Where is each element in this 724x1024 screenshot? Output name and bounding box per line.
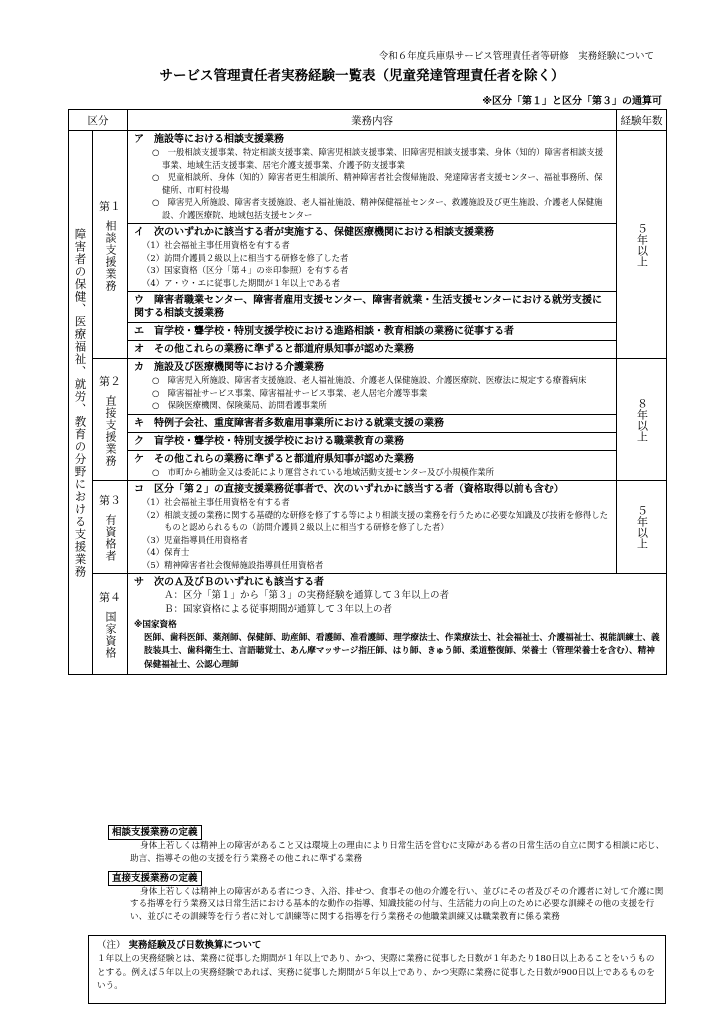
category-1-years: ５年以上 (635, 222, 649, 267)
category-2-name: 直接支援業務 (104, 394, 117, 467)
list-item: ○ 一般相談支援事業、特定相談支援事業、障害児相談支援事業、旧障害児相談支援事業、身体（知的）障害者相談支援事業、地域生活支援事業、居宅介護支援事業、介護予防支援事業 (152, 147, 604, 170)
table-row (69, 432, 667, 450)
item-ko-heading: コ 区分「第２」の直接支援業務従事者で、次のいずれかに該当する者（資格取得以前も含む） (134, 484, 564, 495)
field-cell (69, 131, 93, 675)
header-content: 業務内容 (128, 110, 617, 131)
table-row (69, 574, 667, 675)
note-prefix: （注） (97, 940, 126, 951)
item-u (128, 292, 617, 323)
item-e (128, 323, 617, 341)
item-ka (128, 359, 617, 415)
definition-2-text: 身体上若しくは精神上の障害がある者につき、入浴、排せつ、食事その他の介護を行い、並びにその者及びその介護者に対して介護に関する指導を行う業務又は日常生活における基本的な動作の指導、知識技能の付与、生活能力の向上のために必要な訓練その他の支援を行い、並びにその訓練等を行う者に対して訓練等に関する指導を行う業務その他職業訓練又は職業教育に係る業務 (130, 886, 664, 923)
category-3-years: ５年以上 (635, 505, 649, 549)
list-item: （2）相談支援の業務に関する基礎的な研修を修了する等により相談支援の業務を行うために必要な知識及び技術を修得したものと認められるもの（訪問介護員２級以上に相当する研修を修了した者） (142, 509, 608, 532)
category-1-cell (93, 131, 128, 359)
item-ku-heading: ク 盲学校・聾学校・特別支援学校における職業教育の業務 (134, 435, 404, 447)
category-4-name: 国家資格 (104, 611, 117, 659)
table-header-row (69, 110, 667, 131)
list-item: ○ 障害児入所施設、障害者支援施設、老人福祉施設、精神保健福祉センター、救護施設及び更生施設、介護老人保健施設、介護医療院、地域包括支援センター (152, 197, 603, 220)
item-u-heading: ウ 障害者職業センター、障害者雇用支援センター、障害者就業・生活支援センターにおける就労支援に関する相談支援業務 (134, 295, 602, 319)
definition-1-label: 相談支援業務の定義 (108, 825, 202, 840)
category-2-cell (93, 359, 128, 481)
page-title: サービス管理責任者実務経験一覧表（児童発達管理責任者を除く） (159, 68, 565, 84)
category-3-number: 第３ (99, 494, 121, 507)
list-item: Ｂ：国家資格による従事期間が通算して３年以上の者 (164, 604, 393, 615)
table-row (69, 323, 667, 341)
category-3-cell (93, 481, 128, 574)
sub-note: ※区分「第１」と区分「第３」の通算可 (482, 96, 662, 107)
table-row (69, 131, 667, 224)
item-ko (128, 481, 617, 574)
item-i-heading: イ 次のいずれかに該当する者が実施する、保健医療機関における相談支援業務 (134, 227, 494, 238)
item-ke-heading: ケ その他これらの業務に準ずると都道府県知事が認めた業務 (134, 453, 414, 465)
category-1-number: 第１ (99, 199, 121, 213)
definitions (108, 820, 668, 924)
category-2-years: ８年以上 (635, 397, 649, 442)
note-title: 実務経験及び日数換算について (128, 940, 262, 951)
note-text: １年以上の実務経験とは、業務に従事した期間が１年以上であり、かつ、実際に業務に従事した日数が１年あたり180日以上あることをいうものとする。例えば５年以上の実務経験であれば、実務に従事した期間が５年以上であり、かつ実際に業務に従事した日数が900日以上であるものをいう。 (97, 954, 655, 991)
category-1-years-cell (617, 131, 667, 359)
table-row (69, 359, 667, 415)
item-sa-heading: サ 次のＡ及びＢのいずれにも該当する者 (134, 577, 324, 588)
table-row (69, 450, 667, 481)
table-row (69, 224, 667, 292)
experience-table (68, 109, 667, 675)
category-2-number: 第２ (99, 374, 121, 388)
list-item: （4）保育士 (142, 547, 190, 557)
list-item: （3）児童指導員任用資格者 (142, 534, 248, 545)
item-ku (128, 432, 617, 450)
item-ke (128, 450, 617, 481)
item-e-heading: エ 盲学校・聾学校・特別支援学校における進路相談・教育相談の業務に従事する者 (134, 326, 514, 337)
category-3-name: 有資格者 (104, 514, 117, 562)
item-o (128, 341, 617, 359)
list-item: （4）ア・ウ・エに従事した期間が１年以上である者 (142, 277, 340, 288)
item-sa (128, 574, 667, 675)
item-ki-heading: キ 特例子会社、重度障害者多数雇用事業所における就業支援の業務 (134, 417, 444, 429)
header-note: 令和６年度兵庫県サービス管理責任者等研修 実務経験について (378, 51, 654, 62)
item-a (128, 131, 617, 224)
table-row (69, 414, 667, 432)
list-item: ○ 障害福祉サービス事業、障害福祉サービス事業、老人居宅介護等事業 (152, 387, 428, 398)
table-row (69, 341, 667, 359)
list-item: ○ 市町から補助金又は委託により運営されている地域活動支援センター及び小規模作業所 (152, 466, 494, 477)
category-4-cell (93, 574, 128, 675)
definition-1-text: 身体上若しくは精神上の障害があること又は環境上の理由により日常生活を営むに支障がある者の日常生活の自立に関する相談に応じ、助言、指導その他の支援を行う業務その他これに準ずる業務 (130, 841, 665, 864)
category-1-name: 相談支援業務 (104, 219, 117, 292)
list-item: ○ 保険医療機関、保険薬局、訪問看護事業所 (152, 400, 327, 410)
category-2-years-cell (617, 359, 667, 481)
header-years: 経験年数 (617, 110, 667, 131)
list-item: Ａ：区分「第１」から「第３」の実務経験を通算して３年以上の者 (164, 590, 450, 601)
qualification-list: 医師、歯科医師、薬剤師、保健師、助産師、看護師、准看護師、理学療法士、作業療法士、社会福祉士、介護福祉士、視能訓練士、義肢装具士、歯科衛生士、言語聴覚士、あん摩マッサージ指圧師、はり師、きゅう師、柔道整復師、栄養士（管理栄養士を含む）、精神保健福祉士、公認心理師 (144, 632, 660, 670)
list-item: （5）精神障害者社会復帰施設指導員任用資格者 (142, 559, 324, 570)
note-heading (97, 939, 657, 953)
definition-2-label: 直接支援業務の定義 (108, 871, 202, 886)
qualification-heading: ※国家資格 (134, 620, 177, 630)
list-item: ○ 障害児入所施設、障害者支援施設、老人福祉施設、介護老人保健施設、介護医療院、医療法に規定する療養病床 (152, 375, 587, 385)
table-row (69, 481, 667, 574)
field-label: 障害者の保健、医療福祉、就労、教育の分野における支援業務 (73, 227, 88, 578)
category-4-number: 第４ (99, 591, 121, 604)
category-3-years-cell (617, 481, 667, 574)
note-box (88, 935, 666, 1004)
item-i (128, 224, 617, 292)
list-item: （1）社会福祉主事任用資格を有する者 (142, 240, 290, 250)
list-item: （3）国家資格（区分「第４」の※印参照）を有する者 (142, 265, 349, 275)
item-ki (128, 414, 617, 432)
table-row (69, 292, 667, 323)
item-o-heading: オ その他これらの業務に準ずると都道府県知事が認めた業務 (134, 344, 414, 355)
item-ka-heading: カ 施設及び医療機関等における介護業務 (134, 362, 324, 373)
list-item: （2）訪問介護員２級以上に相当する研修を修了した者 (142, 252, 349, 263)
list-item: （1）社会福祉主事任用資格を有する者 (142, 497, 290, 507)
item-a-heading: ア 施設等における相談支援業務 (134, 134, 284, 145)
header-kubun: 区分 (69, 110, 128, 131)
list-item: ○ 児童相談所、身体（知的）障害者更生相談所、精神障害者社会復帰施設、発達障害者支援センター、福祉事務所、保健所、市町村役場 (152, 172, 603, 195)
